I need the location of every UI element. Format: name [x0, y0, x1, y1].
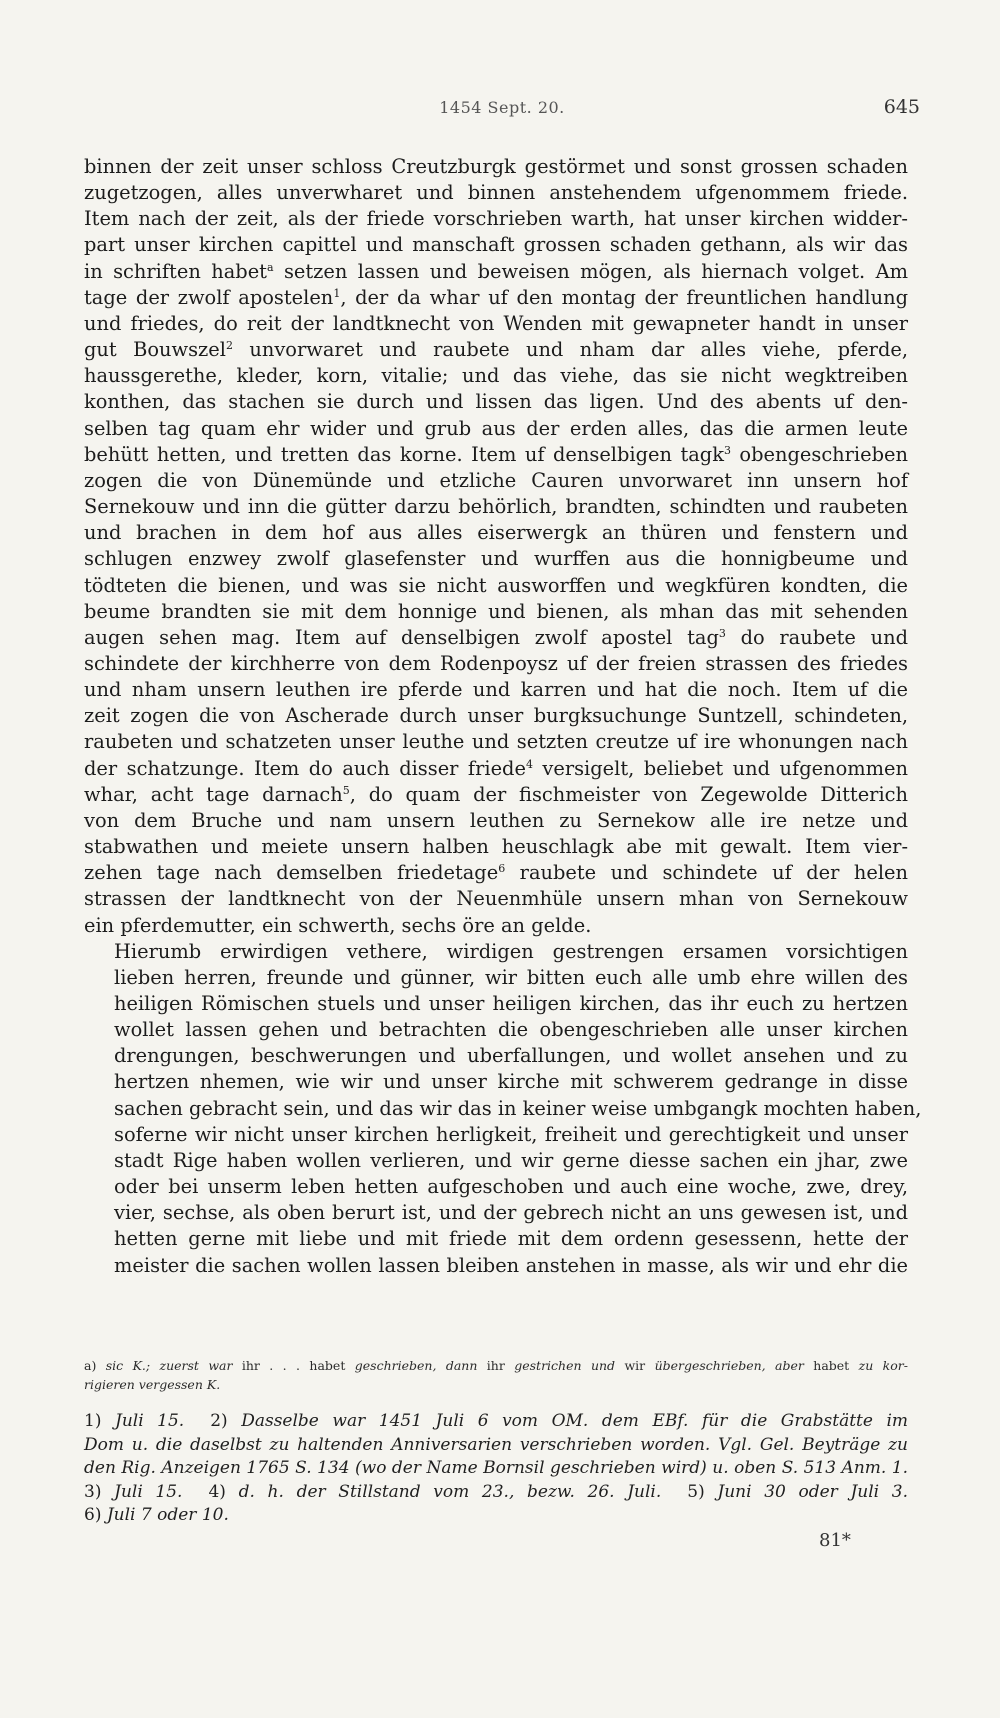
footnotes	[84, 1410, 908, 1528]
text-line: hetten gerne mit liebe und mit friede mit dem ordenn gesessenn, hette der	[114, 1227, 908, 1251]
note-text: habet	[813, 1358, 850, 1373]
main-text	[84, 154, 922, 1279]
note-line	[84, 1375, 908, 1394]
text-line: meister die sachen wollen lassen bleiben anstehen in masse, als wir und ehr die	[114, 1253, 908, 1277]
note-text: übergeschrieben, aber	[654, 1358, 804, 1373]
text-line: Sernekouw und inn die gütter darzu behörlich, brandten, schindten und raubeten	[84, 495, 908, 519]
text-line: konthen, das stachen sie durch und lissen das ligen. Und des abents uf den-	[84, 390, 908, 414]
footnote-line	[84, 1481, 908, 1505]
footnote-mark-4: 4	[525, 757, 533, 771]
text-line	[84, 285, 908, 311]
note-mark-a: a	[266, 260, 274, 274]
footnote-text: Juni 30 oder Juli 3.	[717, 1481, 909, 1502]
text-fragment: setzen lassen und beweisen mögen, als hiernach volget. Am	[273, 259, 908, 283]
text-line: stabwathen und meiete unsern halben heuschlagk abe mit gewalt. Item vier-	[84, 835, 908, 859]
footnote-marker: 6)	[84, 1505, 102, 1526]
text-line: heiligen Römischen stuels und unser heiligen kirchen, das ihr euch zu hertzen	[114, 992, 908, 1015]
text-line	[84, 756, 908, 782]
text-line: zeit zogen die von Ascherade durch unser burgksuchunge Suntzell, schindeten,	[84, 704, 908, 728]
paragraph-1	[84, 154, 908, 939]
text-line	[84, 337, 908, 363]
footnote-text: d. h. der Stillstand vom 23., bezw. 26. Juli.	[238, 1481, 662, 1502]
footnote-line	[84, 1504, 908, 1528]
footnote-marker: 4)	[208, 1481, 226, 1502]
text-fragment: whar, acht tage darnach	[84, 782, 343, 806]
footnote-mark-1: 1	[333, 286, 341, 300]
text-line: wollet lassen gehen und betrachten die obengeschrieben alle unser kirchen	[114, 1018, 908, 1042]
text-fragment: behütt hetten, und tretten das korne. Item uf denselbigen tagk	[84, 442, 724, 466]
footnote-text: Juli 7 oder 10.	[106, 1505, 229, 1526]
text-line	[84, 782, 908, 808]
text-fragment: zehen tage nach demselben friedetage	[84, 861, 499, 885]
footnote-mark-2: 2	[225, 339, 233, 353]
text-line: sachen gebracht sein, und das wir das in keiner weise umbgangk mochten haben,	[114, 1096, 922, 1120]
text-line: hertzen nhemen, wie wir und unser kirche mit schwerem gedrange in disse	[114, 1070, 908, 1094]
footnote-line	[84, 1410, 908, 1434]
paragraph-2	[84, 939, 922, 1279]
text-line: Hierumb erwirdigen vethere, wirdigen gestrengen ersamen vorsichtigen	[114, 939, 908, 963]
text-line: schlugen enzwey zwolf glasefenster und wurffen aus die honnigbeume und	[84, 547, 908, 571]
note-label: a)	[84, 1358, 97, 1373]
footnote-text: Juli 15.	[115, 1411, 185, 1431]
text-line: stadt Rige haben wollen verlieren, und wir gerne diesse sachen ein jhar, zwe	[114, 1148, 908, 1172]
text-fragment: versigelt, beliebet und ufgenommen	[532, 756, 908, 780]
text-line: schindete der kirchherre von dem Rodenpoysz uf der freien strassen des friedes	[84, 651, 908, 675]
note-text: ihr	[486, 1358, 505, 1373]
note-text: geschrieben, dann	[354, 1358, 478, 1373]
text-line	[84, 860, 908, 886]
text-line: strassen der landtknecht von der Neuenmhüle unsern mhan von Sernekouw	[84, 887, 908, 911]
text-line: und brachen in dem hof aus alles eiserwergk an thüren und fenstern und	[84, 521, 908, 545]
text-line: zogen die von Dünemünde und etzliche Cauren unvorwaret inn unsern hof	[84, 468, 908, 492]
footnote-line: den Rig. Anzeigen 1765 S. 134 (wo der Name Bornsil geschrieben wird) u. oben S. 513 Anm. 1.	[84, 1458, 908, 1479]
text-line: und friedes, do reit der landtknecht von Wenden mit gewapneter handt in unser	[84, 311, 908, 335]
text-fragment: augen sehen mag. Item auf denselbigen zwolf apostel tag	[84, 625, 719, 649]
text-fragment: , do quam der fischmeister von Zegewolde Ditterich	[349, 782, 908, 806]
text-fragment: unvorwaret und raubete und nham dar alles viehe, pferde,	[232, 338, 909, 362]
text-line: soferne wir nicht unser kirchen herligkeit, freiheit und gerechtigkeit und unser	[114, 1122, 908, 1146]
text-fragment: obengeschrieben	[730, 442, 908, 466]
text-line: tödteten die bienen, und was sie nicht ausworffen und wegkfüren kondten, die	[84, 573, 908, 597]
note-text: ihr . . . habet	[241, 1358, 346, 1373]
text-line: vier, sechse, als oben berurt ist, und der gebrech nicht an uns gewesen ist, und	[114, 1201, 908, 1225]
text-fragment: do raubete und	[725, 625, 908, 649]
text-line: haussgerethe, kleder, korn, vitalie; und das viehe, das sie nicht wegktreiben	[84, 364, 908, 388]
footnote-mark-6: 6	[498, 862, 506, 876]
footnote-marker: 1)	[84, 1411, 102, 1431]
text-fragment: , der da whar uf den montag der freuntlichen handlung	[340, 285, 908, 309]
note-text: zu kor-	[858, 1358, 908, 1373]
text-line: zugetzogen, alles unverwharet und binnen anstehendem ufgenommem friede.	[84, 181, 908, 205]
text-line	[84, 259, 908, 285]
note-text: wir	[624, 1358, 646, 1373]
footnote-mark-3b: 3	[718, 626, 726, 640]
text-line: und nham unsern leuthen ire pferde und karren und hat die noch. Item uf die	[84, 678, 908, 702]
footnote-mark-5: 5	[342, 783, 350, 797]
running-head	[84, 96, 920, 126]
page-number: 645	[883, 96, 920, 118]
text-line: binnen der zeit unser schloss Creutzburgk gestörmet und sonst grossen schaden	[84, 155, 908, 178]
footnote-marker: 3)	[84, 1481, 102, 1502]
text-fragment: tage der zwolf apostelen	[84, 285, 334, 309]
textual-note	[84, 1356, 908, 1394]
text-line: oder bei unserm leben hetten aufgeschoben und auch eine woche, zwe, drey,	[114, 1175, 908, 1199]
note-text: gestrichen und	[514, 1358, 616, 1373]
note-text: rigieren vergessen K.	[84, 1377, 221, 1392]
text-line: raubeten und schatzeten unser leuthe und setzten creutze uf ire whonungen nach	[84, 730, 908, 754]
text-line: lieben herren, freunde und günner, wir bitten euch alle umb ehre willen des	[114, 965, 908, 989]
footnote-line: Dom u. die daselbst zu haltenden Anniversarien verschrieben worden. Vgl. Gel. Beyträge zu	[84, 1434, 908, 1455]
footnote-marker: 5)	[687, 1481, 705, 1502]
footnote-text: Dasselbe war 1451 Juli 6 vom OM. dem EBf. für die Grabstätte im	[241, 1411, 909, 1431]
text-line: ein pferdemutter, ein schwerth, sechs öre an gelde.	[84, 913, 592, 937]
text-fragment: der schatzunge. Item do auch disser friede	[84, 756, 526, 780]
footnote-mark-3: 3	[723, 443, 731, 457]
note-text: sic K.; zuerst war	[105, 1358, 233, 1373]
text-fragment: raubete und schindete uf der helen	[505, 861, 908, 885]
text-line: selben tag quam ehr wider und grub aus der erden alles, das die armen leute	[84, 416, 908, 440]
text-fragment: gut Bouwszel	[84, 338, 226, 362]
text-line: part unser kirchen capittel und manschaft grossen schaden gethann, als wir das	[84, 233, 908, 257]
text-fragment: in schriften habet	[84, 259, 267, 283]
footnote-marker: 2)	[210, 1411, 228, 1431]
note-line	[84, 1356, 908, 1375]
text-line	[84, 625, 908, 651]
text-line: von dem Bruche und nam unsern leuthen zu Sernekow alle ire netze und	[84, 808, 908, 832]
text-line: drengungen, beschwerungen und uberfallungen, und wollet ansehen und zu	[114, 1044, 908, 1068]
text-line: beume brandten sie mit dem honnige und bienen, als mhan das mit sehenden	[84, 599, 908, 623]
header-date: 1454 Sept. 20.	[439, 98, 565, 117]
text-line	[84, 442, 908, 468]
printer-signature-mark: 81*	[819, 1530, 851, 1551]
footnote-text: Juli 15.	[114, 1481, 183, 1502]
text-line: Item nach der zeit, als der friede vorschrieben warth, hat unser kirchen widder-	[84, 207, 908, 231]
